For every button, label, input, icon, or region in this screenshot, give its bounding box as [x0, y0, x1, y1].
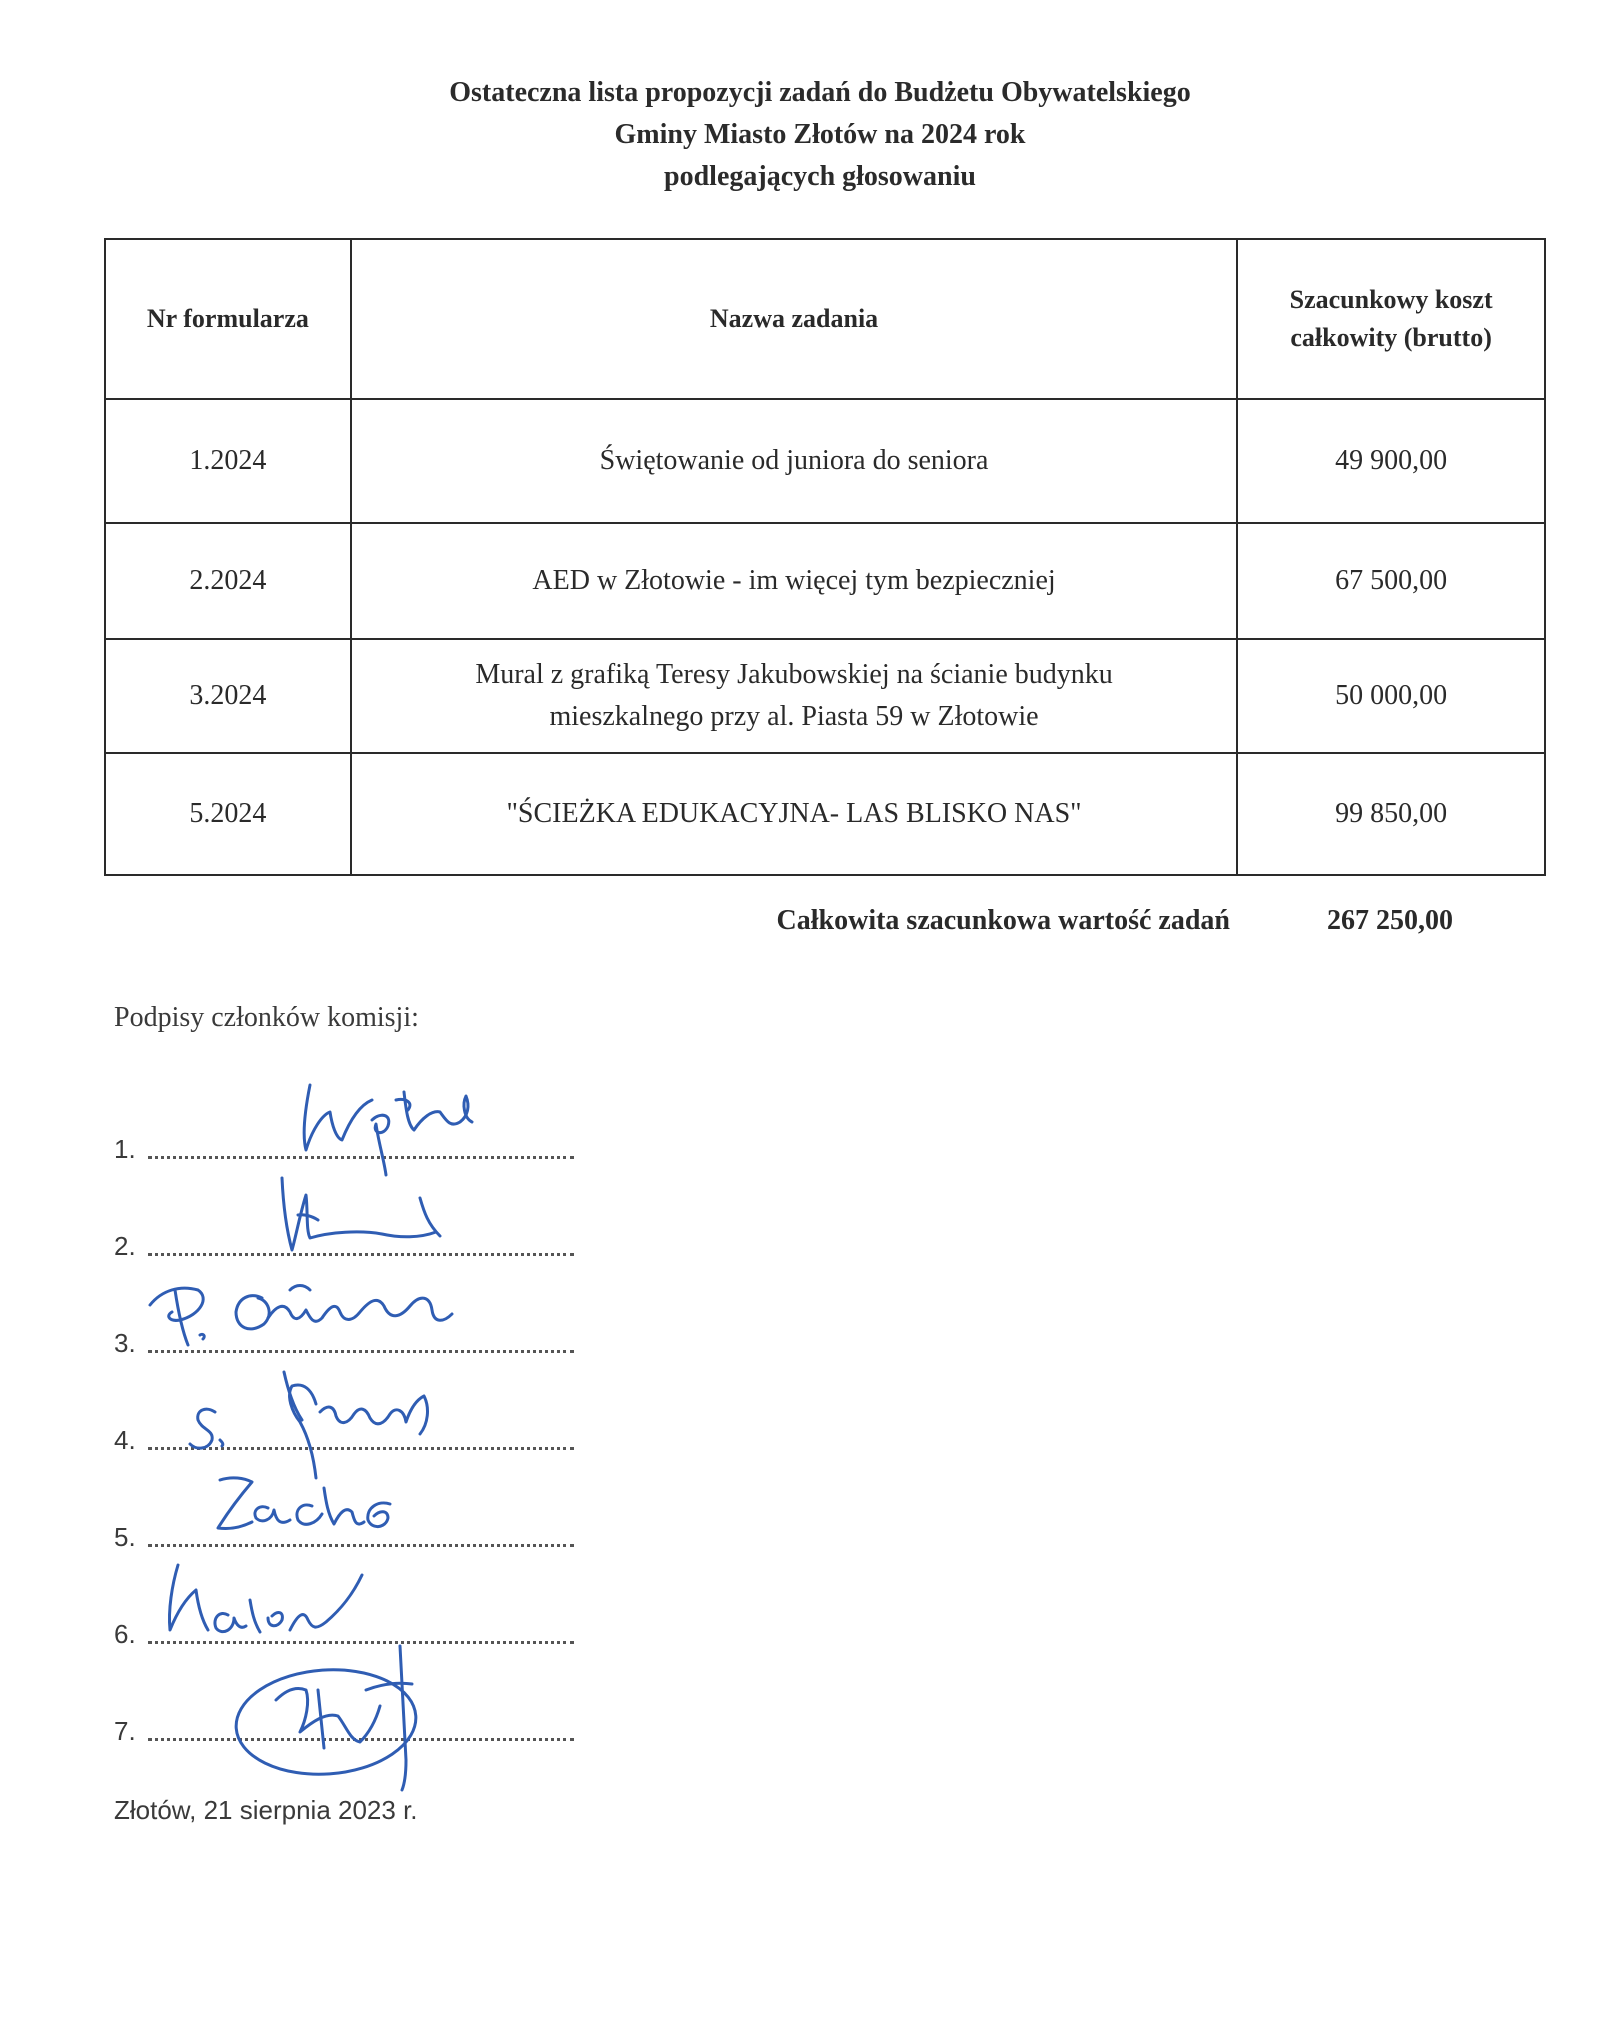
signature-dotted-line	[148, 1350, 574, 1353]
row-nr: 2.2024	[105, 523, 351, 639]
document-title	[200, 72, 1440, 198]
header-nr: Nr formularza	[105, 239, 351, 399]
signature-line-7	[114, 1707, 574, 1747]
table-header-row	[105, 239, 1545, 399]
signature-number: 4.	[114, 1425, 136, 1455]
row-cost: 50 000,00	[1237, 639, 1545, 753]
title-line-2: Gminy Miasto Złotów na 2024 rok	[614, 119, 1026, 150]
row-cost: 67 500,00	[1237, 523, 1545, 639]
row-name-line-1: Mural z grafiką Teresy Jakubowskiej na ścianie budynku	[475, 659, 1113, 690]
signature-line-6	[114, 1610, 574, 1650]
signature-dotted-line	[148, 1253, 574, 1256]
total-label: Całkowita szacunkowa wartość zadań	[776, 905, 1230, 936]
signature-dotted-line	[148, 1641, 574, 1644]
row-name: Świętowanie od juniora do seniora	[351, 399, 1237, 523]
header-cost-line-2: całkowity (brutto)	[1290, 323, 1492, 352]
title-line-3: podlegających głosowaniu	[664, 161, 976, 192]
total-value: 267 250,00	[1327, 905, 1453, 936]
signature-number: 6.	[114, 1619, 136, 1649]
row-name	[351, 639, 1237, 753]
signature-number: 5.	[114, 1522, 136, 1552]
row-name: AED w Złotowie - im więcej tym bezpieczniej	[351, 523, 1237, 639]
row-name-line-2: mieszkalnego przy al. Piasta 59 w Złotowie	[549, 701, 1039, 732]
signature-number: 3.	[114, 1328, 136, 1358]
table-row	[105, 753, 1545, 875]
signature-line-2	[114, 1222, 574, 1262]
signature-dotted-line	[148, 1544, 574, 1547]
table-row	[105, 523, 1545, 639]
signature-dotted-line	[148, 1447, 574, 1450]
signature-line-5	[114, 1513, 574, 1553]
signature-number: 1.	[114, 1134, 136, 1164]
row-cost: 49 900,00	[1237, 399, 1545, 523]
row-name: "ŚCIEŻKA EDUKACYJNA- LAS BLISKO NAS"	[351, 753, 1237, 875]
signatures-label: Podpisy członków komisji:	[114, 1002, 419, 1033]
title-line-1: Ostateczna lista propozycji zadań do Budżetu Obywatelskiego	[449, 77, 1191, 108]
signature-dotted-line	[148, 1156, 574, 1159]
header-cost	[1237, 239, 1545, 399]
row-nr: 1.2024	[105, 399, 351, 523]
row-nr: 5.2024	[105, 753, 351, 875]
signature-number: 7.	[114, 1716, 136, 1746]
table-row	[105, 399, 1545, 523]
signature-line-3	[114, 1319, 574, 1359]
signature-line-1	[114, 1125, 574, 1165]
row-cost: 99 850,00	[1237, 753, 1545, 875]
table-row	[105, 639, 1545, 753]
signature-line-4	[114, 1416, 574, 1456]
signature-number: 2.	[114, 1231, 136, 1261]
tasks-table	[104, 238, 1546, 876]
document-date: Złotów, 21 sierpnia 2023 r.	[114, 1795, 418, 1825]
signature-dotted-line	[148, 1738, 574, 1741]
header-name: Nazwa zadania	[351, 239, 1237, 399]
header-cost-line-1: Szacunkowy koszt	[1289, 285, 1493, 314]
row-nr: 3.2024	[105, 639, 351, 753]
